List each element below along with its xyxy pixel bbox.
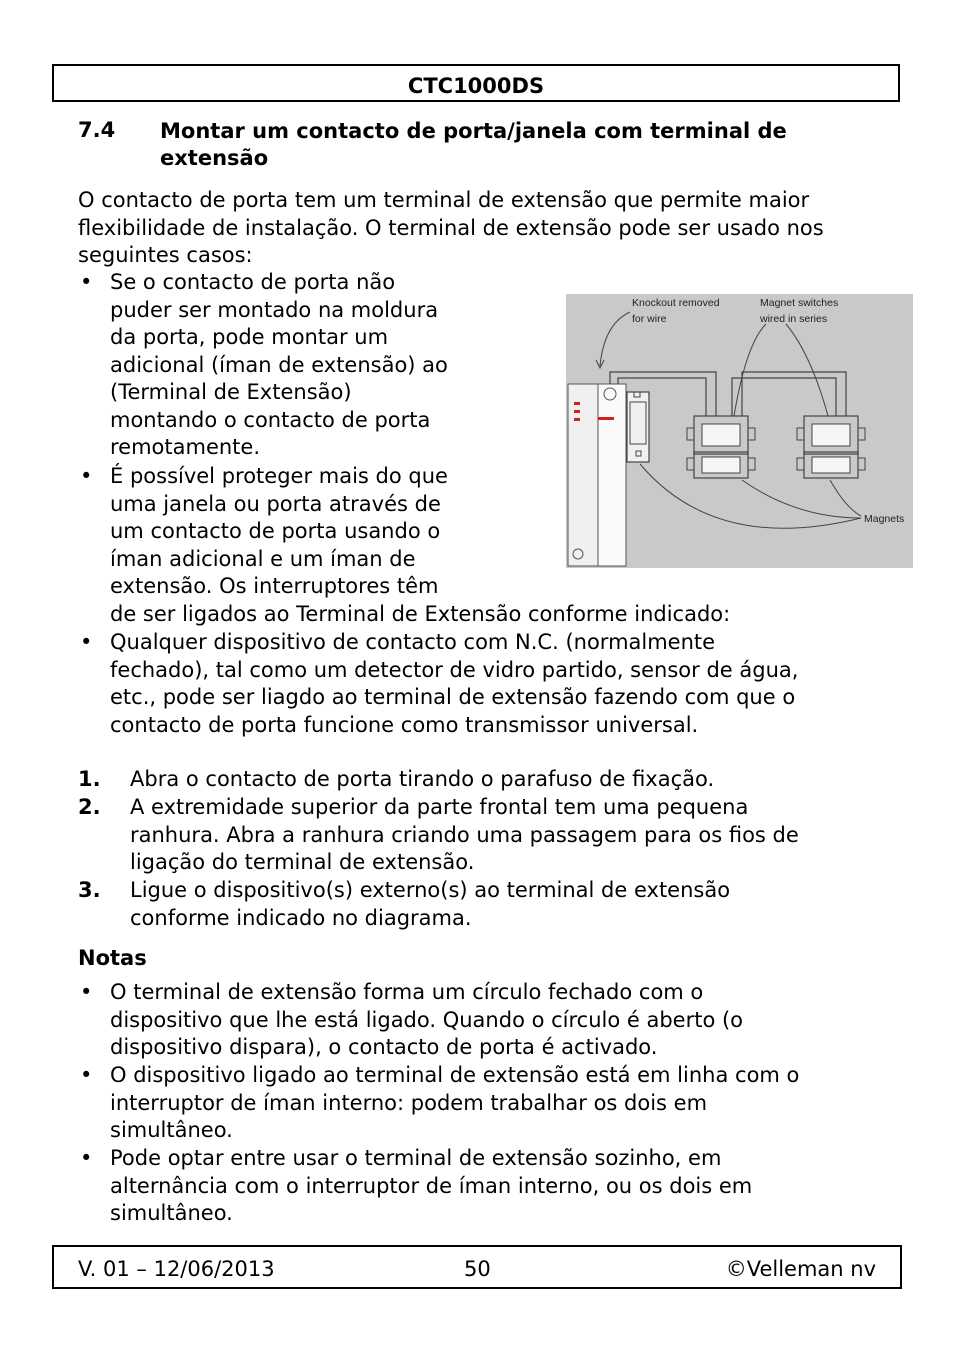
intro-paragraph: O contacto de porta tem um terminal de extensão que permite maior flexibilidade de instalação. O terminal de extensão pode ser usado nos seguintes casos: [78, 188, 824, 267]
step-number: 3. [78, 878, 101, 902]
label-knockout-1: Knockout removed [632, 297, 720, 309]
step-number: 1. [78, 767, 101, 791]
note-item-2: O dispositivo ligado ao terminal de extensão está em linha com o interruptor de íman interno: podem trabalhar os dois em simultâneo. [110, 1063, 800, 1142]
bullet-marker: • [80, 464, 93, 488]
bullet-item-3: Qualquer dispositivo de contacto com N.C. (normalmente fechado), tal como um detector de vidro partido, sensor de água, etc., pode ser liagdo ao terminal de extensão fazendo com que o contacto de porta funcione como transmissor universal. [110, 630, 799, 737]
document-header [52, 64, 900, 102]
label-magnets: Magnets [864, 513, 905, 525]
footer-version: V. 01 – 12/06/2013 [78, 1257, 275, 1281]
step-3: Ligue o dispositivo(s) externo(s) ao terminal de extensão conforme indicado no diagrama. [130, 878, 731, 930]
note-item-3: Pode optar entre usar o terminal de extensão sozinho, em alternância com o interruptor de íman interno, ou os dois em simultâneo. [110, 1146, 753, 1225]
step-number: 2. [78, 795, 101, 819]
label-magnet-2: wired in series [760, 313, 828, 325]
bullet-item-1: Se o contacto de porta não puder ser montado na moldura da porta, pode montar um adicional (íman de extensão) ao (Terminal de Extensão) montando o contacto de porta remotamente. [110, 270, 448, 459]
footer-page-number: 50 [464, 1257, 491, 1281]
page-footer [52, 1245, 902, 1289]
bullet-marker: • [80, 630, 93, 654]
note-item-1: O terminal de extensão forma um círculo fechado com o dispositivo que lhe está ligado. Quando o círculo é aberto (o dispositivo dispara), o contacto de porta é activado. [110, 980, 744, 1059]
bullet-marker: • [80, 980, 93, 1004]
footer-copyright: ©Velleman nv [725, 1257, 876, 1281]
document-title: CTC1000DS [407, 74, 545, 98]
wiring-diagram [566, 294, 913, 568]
bullet-marker: • [80, 1063, 93, 1087]
step-2: A extremidade superior da parte frontal tem uma pequena ranhura. Abra a ranhura criando uma passagem para os fios de ligação do terminal de extensão. [130, 795, 799, 874]
label-magnet-1: Magnet switches [760, 297, 839, 309]
step-1: Abra o contacto de porta tirando o parafuso de fixação. [130, 767, 715, 791]
wiring-diagram-figure [566, 294, 913, 568]
bullet-marker: • [80, 270, 93, 294]
section-title: Montar um contacto de porta/janela com terminal de extensão [160, 119, 787, 170]
label-knockout-2: for wire [632, 313, 667, 325]
notes-heading: Notas [78, 946, 147, 970]
bullet-item-2: É possível proteger mais do que uma janela ou porta através de um contacto de porta usando o íman adicional e um íman de extensão. Os interruptores têm de ser ligados ao Terminal de Extensão conforme indicado: [110, 464, 731, 626]
bullet-marker: • [80, 1146, 93, 1170]
section-number: 7.4 [78, 118, 116, 142]
